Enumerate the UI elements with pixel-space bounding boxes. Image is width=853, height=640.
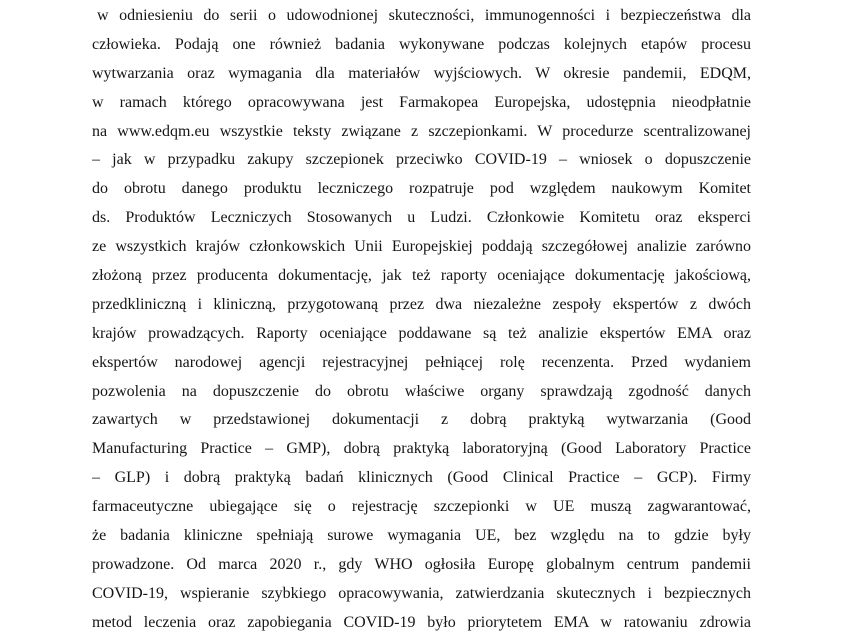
text-line: pozwolenia na dopuszczenie do obrotu właściwe organy sprawdzają zgodność danych <box>92 382 751 400</box>
text-line: wytwarzania oraz wymagania dla materiałów wyjściowych. W okresie pandemii, EDQM, <box>92 64 751 82</box>
text-line: ze wszystkich krajów członkowskich Unii Europejskiej poddają szczegółowej analizie zarówno <box>92 238 751 256</box>
text-line: przedkliniczną i kliniczną, przygotowaną przez dwa niezależne zespoły ekspertów z dwóch <box>92 295 751 313</box>
paragraph-text-block <box>92 2 751 638</box>
text-line: w ramach którego opracowywana jest Farmakopea Europejska, udostępnia nieodpłatnie <box>92 93 751 111</box>
text-line: do obrotu danego produktu leczniczego rozpatruje pod względem naukowym Komitet <box>92 180 751 198</box>
text-line: – GLP) i dobrą praktyką badań klinicznych (Good Clinical Practice – GCP). Firmy <box>92 469 751 487</box>
text-line: krajów prowadzących. Raporty oceniające poddawane są też analizie ekspertów EMA oraz <box>92 324 751 342</box>
text-line: prowadzone. Od marca 2020 r., gdy WHO ogłosiła Europę globalnym centrum pandemii <box>92 555 751 573</box>
text-line: Manufacturing Practice – GMP), dobrą praktyką laboratoryjną (Good Laboratory Practice <box>92 440 751 458</box>
text-line: zawartych w przedstawionej dokumentacji z dobrą praktyką wytwarzania (Good <box>92 411 751 429</box>
text-line: metod leczenia oraz zapobiegania COVID-19 było priorytetem EMA w ratowaniu zdrowia <box>92 613 751 631</box>
text-line: złożoną przez producenta dokumentację, jak też raporty oceniające dokumentację jakościową, <box>92 267 751 285</box>
text-line: w odniesieniu do serii o udowodnionej skuteczności, immunogenności i bezpieczeństwa dla <box>97 7 751 24</box>
text-line: COVID-19, wspieranie szybkiego opracowywania, zatwierdzania skutecznych i bezpiecznych <box>92 584 751 602</box>
text-line: ekspertów narodowej agencji rejestracyjnej pełniącej rolę recenzenta. Przed wydaniem <box>92 353 751 371</box>
text-line: człowieka. Podają one również badania wykonywane podczas kolejnych etapów procesu <box>92 35 751 53</box>
text-line: farmaceutyczne ubiegające się o rejestrację szczepionki w UE muszą zagwarantować, <box>92 498 751 516</box>
text-line: na www.edqm.eu wszystkie teksty związane z szczepionkami. W procedurze scentralizowanej <box>92 122 751 140</box>
text-line: ds. Produktów Leczniczych Stosowanych u Ludzi. Członkowie Komitetu oraz eksperci <box>92 209 751 227</box>
text-line: że badania kliniczne spełniają surowe wymagania UE, bez względu na to gdzie były <box>92 527 751 545</box>
text-line: – jak w przypadku zakupy szczepionek przeciwko COVID-19 – wniosek o dopuszczenie <box>92 151 751 169</box>
